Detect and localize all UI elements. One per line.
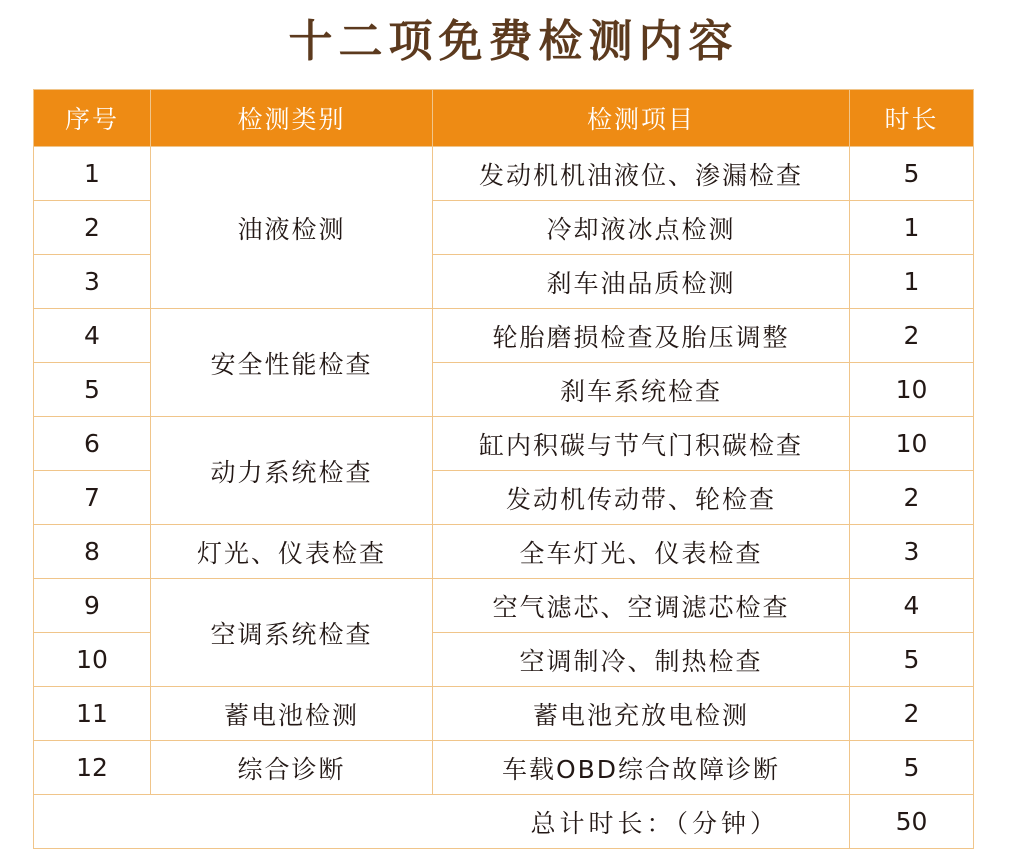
table-row: [34, 525, 974, 579]
item-cell: 蓄电池充放电检测: [433, 687, 850, 741]
duration-cell: 2: [850, 309, 974, 363]
row-number: 8: [34, 525, 151, 579]
total-value: 50: [850, 795, 974, 849]
row-number: 1: [34, 147, 151, 201]
table-row: [34, 579, 974, 633]
row-number: 4: [34, 309, 151, 363]
item-cell: 全车灯光、仪表检查: [433, 525, 850, 579]
duration-cell: 2: [850, 471, 974, 525]
total-label: 总计时长：（分钟）: [34, 795, 850, 849]
duration-cell: 5: [850, 633, 974, 687]
duration-cell: 4: [850, 579, 974, 633]
table-row: [34, 417, 974, 471]
item-cell: 发动机传动带、轮检查: [433, 471, 850, 525]
header-category: 检测类别: [151, 90, 433, 147]
table-row: [34, 741, 974, 795]
total-row: [34, 795, 974, 849]
item-cell: 发动机机油液位、渗漏检查: [433, 147, 850, 201]
table-header-row: [34, 90, 974, 147]
duration-cell: 10: [850, 363, 974, 417]
category-cell: 综合诊断: [151, 741, 433, 795]
header-serial: 序号: [34, 90, 151, 147]
duration-cell: 1: [850, 255, 974, 309]
duration-cell: 3: [850, 525, 974, 579]
table-row: [34, 687, 974, 741]
row-number: 11: [34, 687, 151, 741]
category-cell: 安全性能检查: [151, 309, 433, 417]
item-cell: 轮胎磨损检查及胎压调整: [433, 309, 850, 363]
row-number: 6: [34, 417, 151, 471]
header-duration: 时长: [850, 90, 974, 147]
row-number: 7: [34, 471, 151, 525]
item-cell: 冷却液冰点检测: [433, 201, 850, 255]
duration-cell: 2: [850, 687, 974, 741]
row-number: 3: [34, 255, 151, 309]
item-cell: 车载OBD综合故障诊断: [433, 741, 850, 795]
category-cell: 蓄电池检测: [151, 687, 433, 741]
duration-cell: 5: [850, 147, 974, 201]
row-number: 2: [34, 201, 151, 255]
item-cell: 缸内积碳与节气门积碳检查: [433, 417, 850, 471]
inspection-table: [33, 89, 974, 849]
row-number: 5: [34, 363, 151, 417]
category-cell: 空调系统检查: [151, 579, 433, 687]
row-number: 12: [34, 741, 151, 795]
category-cell: 油液检测: [151, 147, 433, 309]
item-cell: 刹车油品质检测: [433, 255, 850, 309]
table-row: [34, 147, 974, 201]
row-number: 10: [34, 633, 151, 687]
item-cell: 空气滤芯、空调滤芯检查: [433, 579, 850, 633]
table-row: [34, 309, 974, 363]
duration-cell: 1: [850, 201, 974, 255]
row-number: 9: [34, 579, 151, 633]
header-item: 检测项目: [433, 90, 850, 147]
page-title: 十二项免费检测内容: [288, 16, 739, 67]
item-cell: 空调制冷、制热检查: [433, 633, 850, 687]
duration-cell: 10: [850, 417, 974, 471]
item-cell: 刹车系统检查: [433, 363, 850, 417]
duration-cell: 5: [850, 741, 974, 795]
category-cell: 灯光、仪表检查: [151, 525, 433, 579]
category-cell: 动力系统检查: [151, 417, 433, 525]
